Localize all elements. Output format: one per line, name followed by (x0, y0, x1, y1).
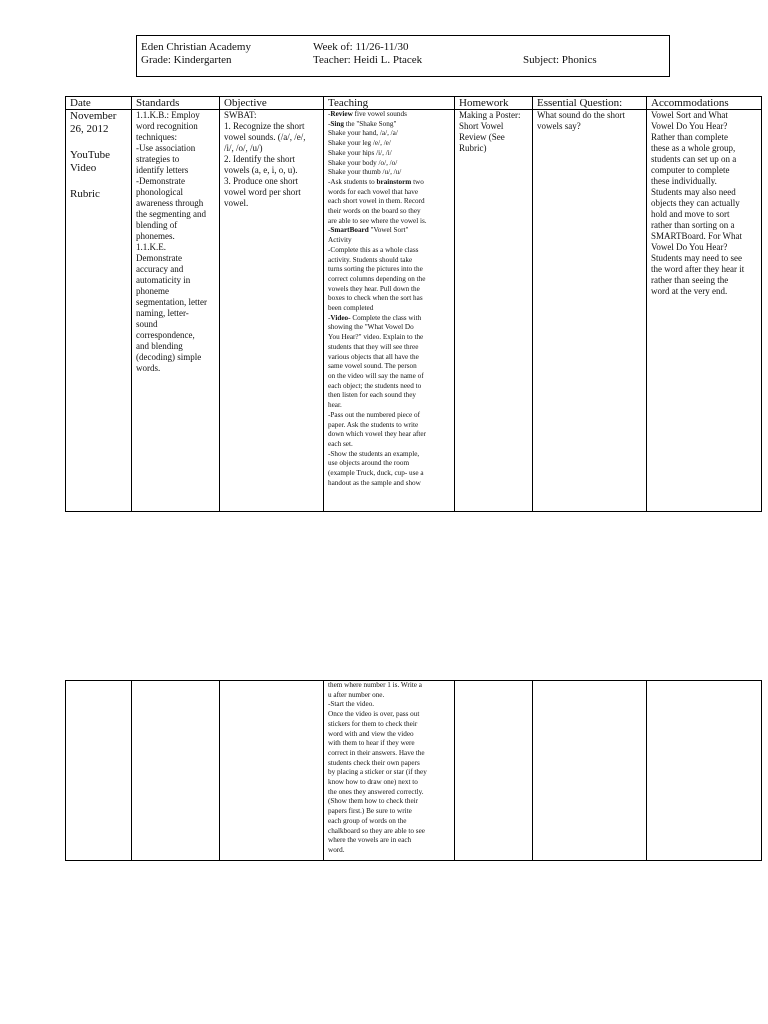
essential-question-cell-empty (533, 681, 647, 861)
text-line: 1. Recognize the short (224, 121, 305, 131)
youtube-video-note: YouTube Video (70, 149, 111, 174)
text-line: -Demonstrate (136, 176, 185, 186)
teaching-line: -Review five vowel sounds (328, 110, 407, 118)
text-line: rather than seeing the (651, 275, 729, 285)
text-line: phonemes. (136, 231, 175, 241)
text-line: awareness through (136, 198, 204, 208)
text-line: /i/, /o/, /u/) (224, 143, 263, 153)
text-line: Once the video is over, pass out (328, 710, 420, 719)
teaching-line: boxes to check when the sort has (328, 294, 423, 303)
standards-cell (132, 110, 220, 512)
text-line: the ones they answered correctly. (328, 787, 424, 796)
text-line: naming, letter- (136, 308, 189, 318)
text-line: students can set up on a (651, 154, 737, 164)
teaching-cell-continued (324, 681, 455, 861)
text-line: Rather than complete (651, 132, 728, 142)
objective-cell (220, 110, 324, 512)
text-line: identify letters (136, 165, 189, 175)
text-line: -Start the video. (328, 700, 375, 709)
text-line: word. (328, 845, 345, 854)
teaching-line: (example Truck, duck, cup- use a (328, 469, 424, 478)
text-line: Students may also need (651, 187, 736, 197)
lesson-header (136, 35, 670, 77)
text-line: Review (See (459, 132, 505, 142)
text-line: Rubric) (459, 143, 487, 153)
teaching-line: showing the "What Vowel Do (328, 323, 414, 332)
teaching-line: hear. (328, 401, 342, 410)
teaching-line: activity. Students should take (328, 255, 413, 264)
text-line: segmentation, letter (136, 297, 207, 307)
text-line: 3. Produce one short (224, 176, 298, 186)
text-line: word recognition (136, 121, 198, 131)
text-line: Short Vowel (459, 121, 504, 131)
text-line: Making a Poster: (459, 110, 521, 120)
text-line: the word after they hear it (651, 264, 745, 274)
text-line: papers first.) Be sure to write (328, 807, 412, 816)
teaching-line: been completed (328, 304, 374, 313)
date-cell-empty (66, 681, 132, 861)
teaching-line: You Hear?" video. Explain to the (328, 333, 424, 342)
text-line: word at the very end. (651, 286, 728, 296)
text-line: 1.1.K.E. (136, 242, 166, 252)
text-line: them where number 1 is. Write a (328, 681, 422, 689)
accommodations-cell (647, 110, 762, 512)
text-line: these as a whole group, (651, 143, 736, 153)
text-line: 2. Identify the short (224, 154, 295, 164)
text-line: with them to hear if they were (328, 739, 415, 748)
col-header-homework: Homework (455, 97, 533, 110)
teaching-line: turns sorting the pictures into the (328, 265, 423, 274)
text-line: u after number one. (328, 690, 385, 699)
teaching-line: -Complete this as a whole class (328, 245, 419, 254)
text-line: SWBAT: (224, 110, 257, 120)
text-line: Vowel Do You Hear? (651, 121, 728, 131)
teaching-line: -Pass out the numbered piece of (328, 410, 421, 419)
text-line: and blending (136, 341, 183, 351)
teaching-line: -Show the students an example, (328, 449, 420, 458)
text-line: words. (136, 363, 161, 373)
text-line: Demonstrate (136, 253, 182, 263)
table-header-row (66, 97, 762, 110)
text-line: Vowel Do You Hear? (651, 242, 728, 252)
homework-cell (455, 110, 533, 512)
col-header-teaching: Teaching (324, 97, 455, 110)
homework-cell-empty (455, 681, 533, 861)
text-line: hold and move to sort (651, 209, 730, 219)
standards-cell-empty (132, 681, 220, 861)
table-row (66, 110, 762, 512)
text-line: correspondence, (136, 330, 195, 340)
week-of: Week of: 11/26-11/30 (313, 41, 409, 53)
objective-cell-empty (220, 681, 324, 861)
text-line: What sound do the short (537, 110, 625, 120)
teaching-line: paper. Ask the students to write (328, 420, 419, 429)
teaching-line: -Video- Complete the class with (328, 313, 422, 322)
teaching-line: Shake your thumb /u/, /u/ (328, 168, 402, 177)
rubric-note: Rubric (70, 188, 100, 200)
text-line: computer to complete (651, 165, 730, 175)
col-header-essential-question: Essential Question: (533, 97, 647, 110)
text-line: sound (136, 319, 158, 329)
date-cell (66, 110, 132, 512)
text-line: strategies to (136, 154, 180, 164)
text-line: Students may need to see (651, 253, 742, 263)
teaching-line: -Ask students to brainstorm two (328, 177, 424, 186)
essential-question-cell (533, 110, 647, 512)
teaching-line: Shake your hips /i/, /i/ (328, 148, 392, 157)
text-line: objects they can actually (651, 198, 740, 208)
text-line: word with and view the video (328, 729, 414, 738)
teaching-line: Shake your body /o/, /o/ (328, 158, 398, 167)
text-line: -Use association (136, 143, 196, 153)
text-line: automaticity in (136, 275, 191, 285)
teaching-line: -SmartBoard "Vowel Sort" (328, 226, 409, 235)
text-line: vowel sounds. (/a/, /e/, (224, 132, 306, 142)
teaching-line: various objects that all have the (328, 352, 419, 361)
accommodations-cell-empty (647, 681, 762, 861)
teaching-line: handout as the sample and show (328, 478, 421, 487)
text-line: students check their own papers (328, 758, 420, 767)
text-line: where the vowels are in each (328, 836, 412, 845)
teaching-line: words for each vowel that have (328, 187, 419, 196)
teaching-line: on the video will say the name of (328, 371, 424, 380)
teaching-line: Shake your hand, /a/, /a/ (328, 129, 398, 138)
teaching-line: students that they will see three (328, 342, 419, 351)
teaching-line: their words on the board so they (328, 207, 421, 216)
school-name: Eden Christian Academy (141, 41, 251, 53)
text-line: vowel word per short (224, 187, 301, 197)
teaching-line: Activity (328, 236, 352, 245)
col-header-standards: Standards (132, 97, 220, 110)
lesson-plan-table (65, 96, 762, 512)
teaching-line: correct columns depending on the (328, 274, 426, 283)
grade: Grade: Kindergarten (141, 54, 232, 66)
lesson-date: November 26, 2012 (70, 110, 117, 135)
teaching-line: are able to see where the vowel is. (328, 216, 427, 225)
text-line: chalkboard so they are able to see (328, 826, 425, 835)
teaching-line: Shake your leg /e/, /e/ (328, 139, 391, 148)
text-line: each group of words on the (328, 816, 407, 825)
col-header-accommodations: Accommodations (647, 97, 762, 110)
subject: Subject: Phonics (523, 54, 597, 66)
lesson-plan-table-continued (65, 680, 762, 861)
teaching-line: same vowel sound. The person (328, 362, 417, 371)
text-line: correct in their answers. Have the (328, 748, 425, 757)
text-line: 1.1.K.B.: Employ (136, 110, 200, 120)
text-line: these individually. (651, 176, 717, 186)
teacher: Teacher: Heidi L. Ptacek (313, 54, 423, 66)
text-line: vowel. (224, 198, 249, 208)
text-line: accuracy and (136, 264, 184, 274)
text-line: rather than sorting on a (651, 220, 735, 230)
table-row (66, 681, 762, 861)
teaching-line: each set. (328, 439, 353, 448)
text-line: know how to draw one) next to (328, 778, 418, 787)
text-line: vowels (a, e, i, o, u). (224, 165, 298, 175)
teaching-line: down which vowel they hear after (328, 430, 426, 439)
teaching-line: each short vowel in them. Record (328, 197, 425, 206)
col-header-objective: Objective (220, 97, 324, 110)
teaching-line: vowels they hear. Pull down the (328, 284, 420, 293)
text-line: the segmenting and (136, 209, 206, 219)
text-line: by placing a sticker or star (if they (328, 768, 427, 777)
teaching-line: then listen for each sound they (328, 391, 417, 400)
text-line: blending of (136, 220, 178, 230)
teaching-line: each object; the students need to (328, 381, 422, 390)
text-line: Vowel Sort and What (651, 110, 728, 120)
text-line: vowels say? (537, 121, 581, 131)
text-line: SMARTBoard. For What (651, 231, 743, 241)
text-line: techniques: (136, 132, 177, 142)
teaching-line: use objects around the room (328, 459, 410, 468)
text-line: stickers for them to check their (328, 719, 418, 728)
text-line: phoneme (136, 286, 169, 296)
text-line: phonological (136, 187, 183, 197)
col-header-date: Date (66, 97, 132, 110)
teaching-cell (324, 110, 455, 512)
text-line: (decoding) simple (136, 352, 202, 362)
teaching-line: -Sing the "Shake Song" (328, 119, 397, 128)
text-line: (Show them how to check their (328, 797, 419, 806)
